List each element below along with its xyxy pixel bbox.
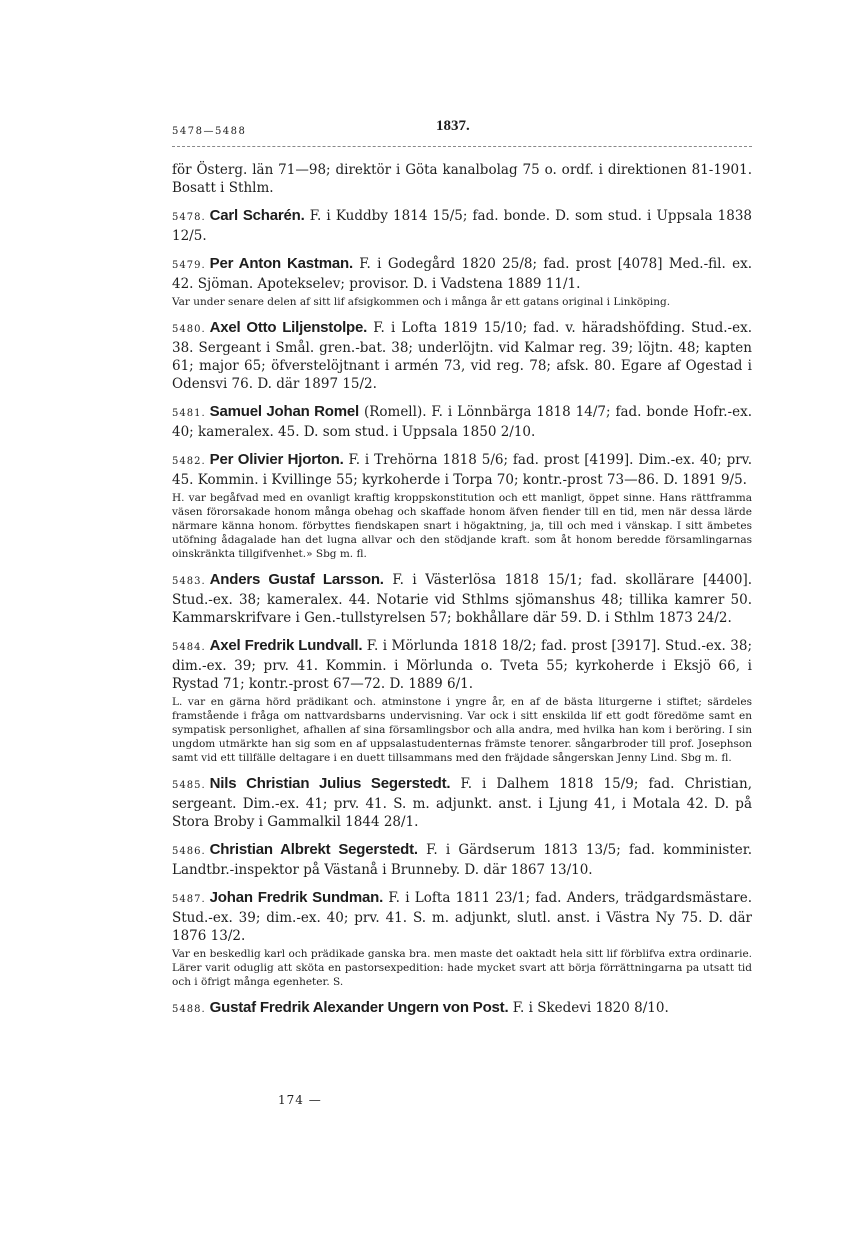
person-name: Axel Fredrik Lundvall. [209, 637, 363, 654]
entry-number: 5483. [172, 576, 206, 587]
person-name: Nils Christian Julius Segerstedt. [209, 775, 451, 792]
entry-body [172, 319, 752, 393]
entry-note: Var en beskedlig karl och prädikade ganska bra. men maste det oaktadt hela sitt lif förblifva extra ordinarie. Lärer varit oduglig att sköta en pastorsexpedition: hade mycket svart att börja förrättningarna pa utsatt tid och i öfrigt många egenheter. S. [172, 948, 752, 988]
entry-body [172, 207, 752, 245]
entry-range: 5478—5488 [172, 126, 247, 137]
entry-details: F. i Godegård 1820 25/8; fad. prost [4078] Med.-fil. ex. 42. Sjöman. Apotekselev; provisor. D. i Vadstena 1889 11/1. [172, 256, 752, 292]
entry-note: Var under senare delen af sitt lif afsigkommen och i många år ett gatans original i Linköping. [172, 296, 671, 308]
entry-body [172, 841, 752, 879]
person-name: Samuel Johan Romel [209, 403, 360, 420]
entry-number: 5485. [172, 780, 206, 791]
person-name: Anders Gustaf Larsson. [209, 571, 384, 588]
entry-details: (Romell). F. i Lönnbärga 1818 14/7; fad. bonde Hofr.-ex. 40; kameralex. 45. D. som stud. i Uppsala 1850 2/10. [172, 404, 752, 440]
biography-entry [172, 571, 752, 627]
biography-entry [172, 451, 752, 561]
biography-entry [172, 999, 752, 1019]
entry-number: 5487. [172, 894, 206, 905]
entry-details: F. i Dalhem 1818 15/9; fad. Christian, sergeant. Dim.-ex. 41; prv. 41. S. m. adjunkt. anst. i Ljung 41, i Motala 42. D. på Stora Broby i Gammalkil 1844 28/1. [172, 776, 753, 830]
page [172, 118, 752, 1029]
entry-details: F. i Skedevi 1820 8/10. [512, 1000, 669, 1016]
entry-details: F. i Västerlösa 1818 15/1; fad. skollärare [4400]. Stud.-ex. 38; kameralex. 44. Notarie vid Sthlms sjömanshus 48; tillika kamrer 50. Kammarskrifvare i Gen.-tullstyrelsen 57; bokhållare där 59. D. i Sthlm 1873 24/2. [172, 572, 752, 626]
person-name: Gustaf Fredrik Alexander Ungern von Post. [209, 999, 509, 1016]
page-number: 174 — [278, 1093, 322, 1107]
entry-number: 5488. [172, 1004, 206, 1015]
entry-body [172, 451, 752, 489]
entry-body [172, 889, 752, 945]
entry-details: F. i Mörlunda 1818 18/2; fad. prost [3917]. Stud.-ex. 38; dim.-ex. 39; prv. 41. Kommin. i Mörlunda o. Tveta 55; kyrkoherde i Eksjö 66, i Rystad 71; kontr.-prost 67—72. D. 1889 6/1. [172, 638, 753, 692]
person-name: Per Anton Kastman. [209, 255, 353, 272]
biography-entry [172, 637, 752, 765]
entry-number: 5479. [172, 260, 206, 271]
header-rule [172, 146, 752, 147]
entry-body [172, 637, 752, 693]
person-name: Johan Fredrik Sundman. [209, 889, 384, 906]
biography-entry [172, 841, 752, 879]
entry-details: F. i Kuddby 1814 15/5; fad. bonde. D. som stud. i Uppsala 1838 12/5. [172, 208, 752, 244]
entry-body [172, 255, 752, 293]
intro-text: för Österg. län 71—98; direktör i Göta kanalbolag 75 o. ordf. i direktionen 81-1901. Bosatt i Sthlm. [172, 162, 752, 196]
entry-details: F. i Gärdserum 1813 13/5; fad. komminister. Landtbr.-inspektor på Västanå i Brunneby. D. där 1867 13/10. [172, 842, 752, 878]
entry-details: F. i Lofta 1819 15/10; fad. v. häradshöfding. Stud.-ex. 38. Sergeant i Smål. gren.-bat. 38; underlöjtn. vid Kalmar reg. 39; löjtn. 48; kapten 61; major 65; öfverstelöjtnant i armén 73, vid reg. 78; afsk. 80. Egare af Ogestad i Odensvi 76. D. där 1897 15/2. [172, 320, 752, 392]
entry-details: F. i Trehörna 1818 5/6; fad. prost [4199]. Dim.-ex. 40; prv. 45. Kommin. i Kvillinge 55; kyrkoherde i Torpa 70; kontr.-prost 73—86. D. 1891 9/5. [172, 452, 752, 488]
entry-body [172, 999, 752, 1019]
entry-number: 5484. [172, 642, 206, 653]
entry-note: L. var en gärna hörd prädikant och. atminstone i yngre år, en af de bästa liturgerne i stiftet; särdeles framstående i fråga om nattvardsbarns undervisning. Var ock i sitt enskilda lif ett godt föredöme samt en sympatisk personlighet, afhallen af sina församlingsbor och alla andra, med hvilka han kom i beröring. I sin ungdom utmärkte han sig som en af uppsalastudenternas främste tenorer. sångarbroder till prof. Josephson samt vid ett tillfälle deltagare i en duett tillsammans med den fräjdade sångerskan Jenny Lind. Sbg m. fl. [172, 696, 752, 764]
entry-number: 5478. [172, 212, 206, 223]
entry-number: 5480. [172, 324, 206, 335]
biography-entry [172, 889, 752, 989]
entry-details: F. i Lofta 1811 23/1; fad. Anders, trädgardsmästare. Stud.-ex. 39; dim.-ex. 40; prv. 41. S. m. adjunkt, slutl. anst. i Västra Ny 75. D. där 1876 13/2. [172, 890, 752, 944]
entry-body [172, 775, 752, 831]
person-name: Christian Albrekt Segerstedt. [209, 841, 418, 858]
biography-entry [172, 775, 752, 831]
biography-entry [172, 319, 752, 393]
entry-note: H. var begåfvad med en ovanligt kraftig kroppskonstitution och ett manligt, öppet sinne. Hans rättframma väsen förorsakade honom många obehag och skaffade honom äfven fiender till en tid, men när dessa lärde närmare känna honom. förbyttes fiendskapen snart i högaktning, ja, till och med i vänskap. I sitt ämbetes utöfning ådagalade han det lugna allvar och den stödjande kraft. som åt honom beredde församlingarnas oinskränkta tillgifvenhet.» Sbg m. fl. [172, 492, 752, 560]
biography-entry [172, 255, 752, 309]
entry-number: 5481. [172, 408, 206, 419]
entry-body [172, 403, 752, 441]
person-name: Carl Scharén. [209, 207, 305, 224]
entry-number: 5486. [172, 846, 206, 857]
biography-entry [172, 207, 752, 245]
entry-body [172, 571, 752, 627]
page-header [172, 118, 752, 140]
person-name: Per Olivier Hjorton. [209, 451, 344, 468]
entry-list [172, 207, 752, 1019]
biography-entry [172, 403, 752, 441]
page-year: 1837. [436, 118, 470, 134]
entry-number: 5482. [172, 456, 206, 467]
person-name: Axel Otto Liljenstolpe. [209, 319, 368, 336]
